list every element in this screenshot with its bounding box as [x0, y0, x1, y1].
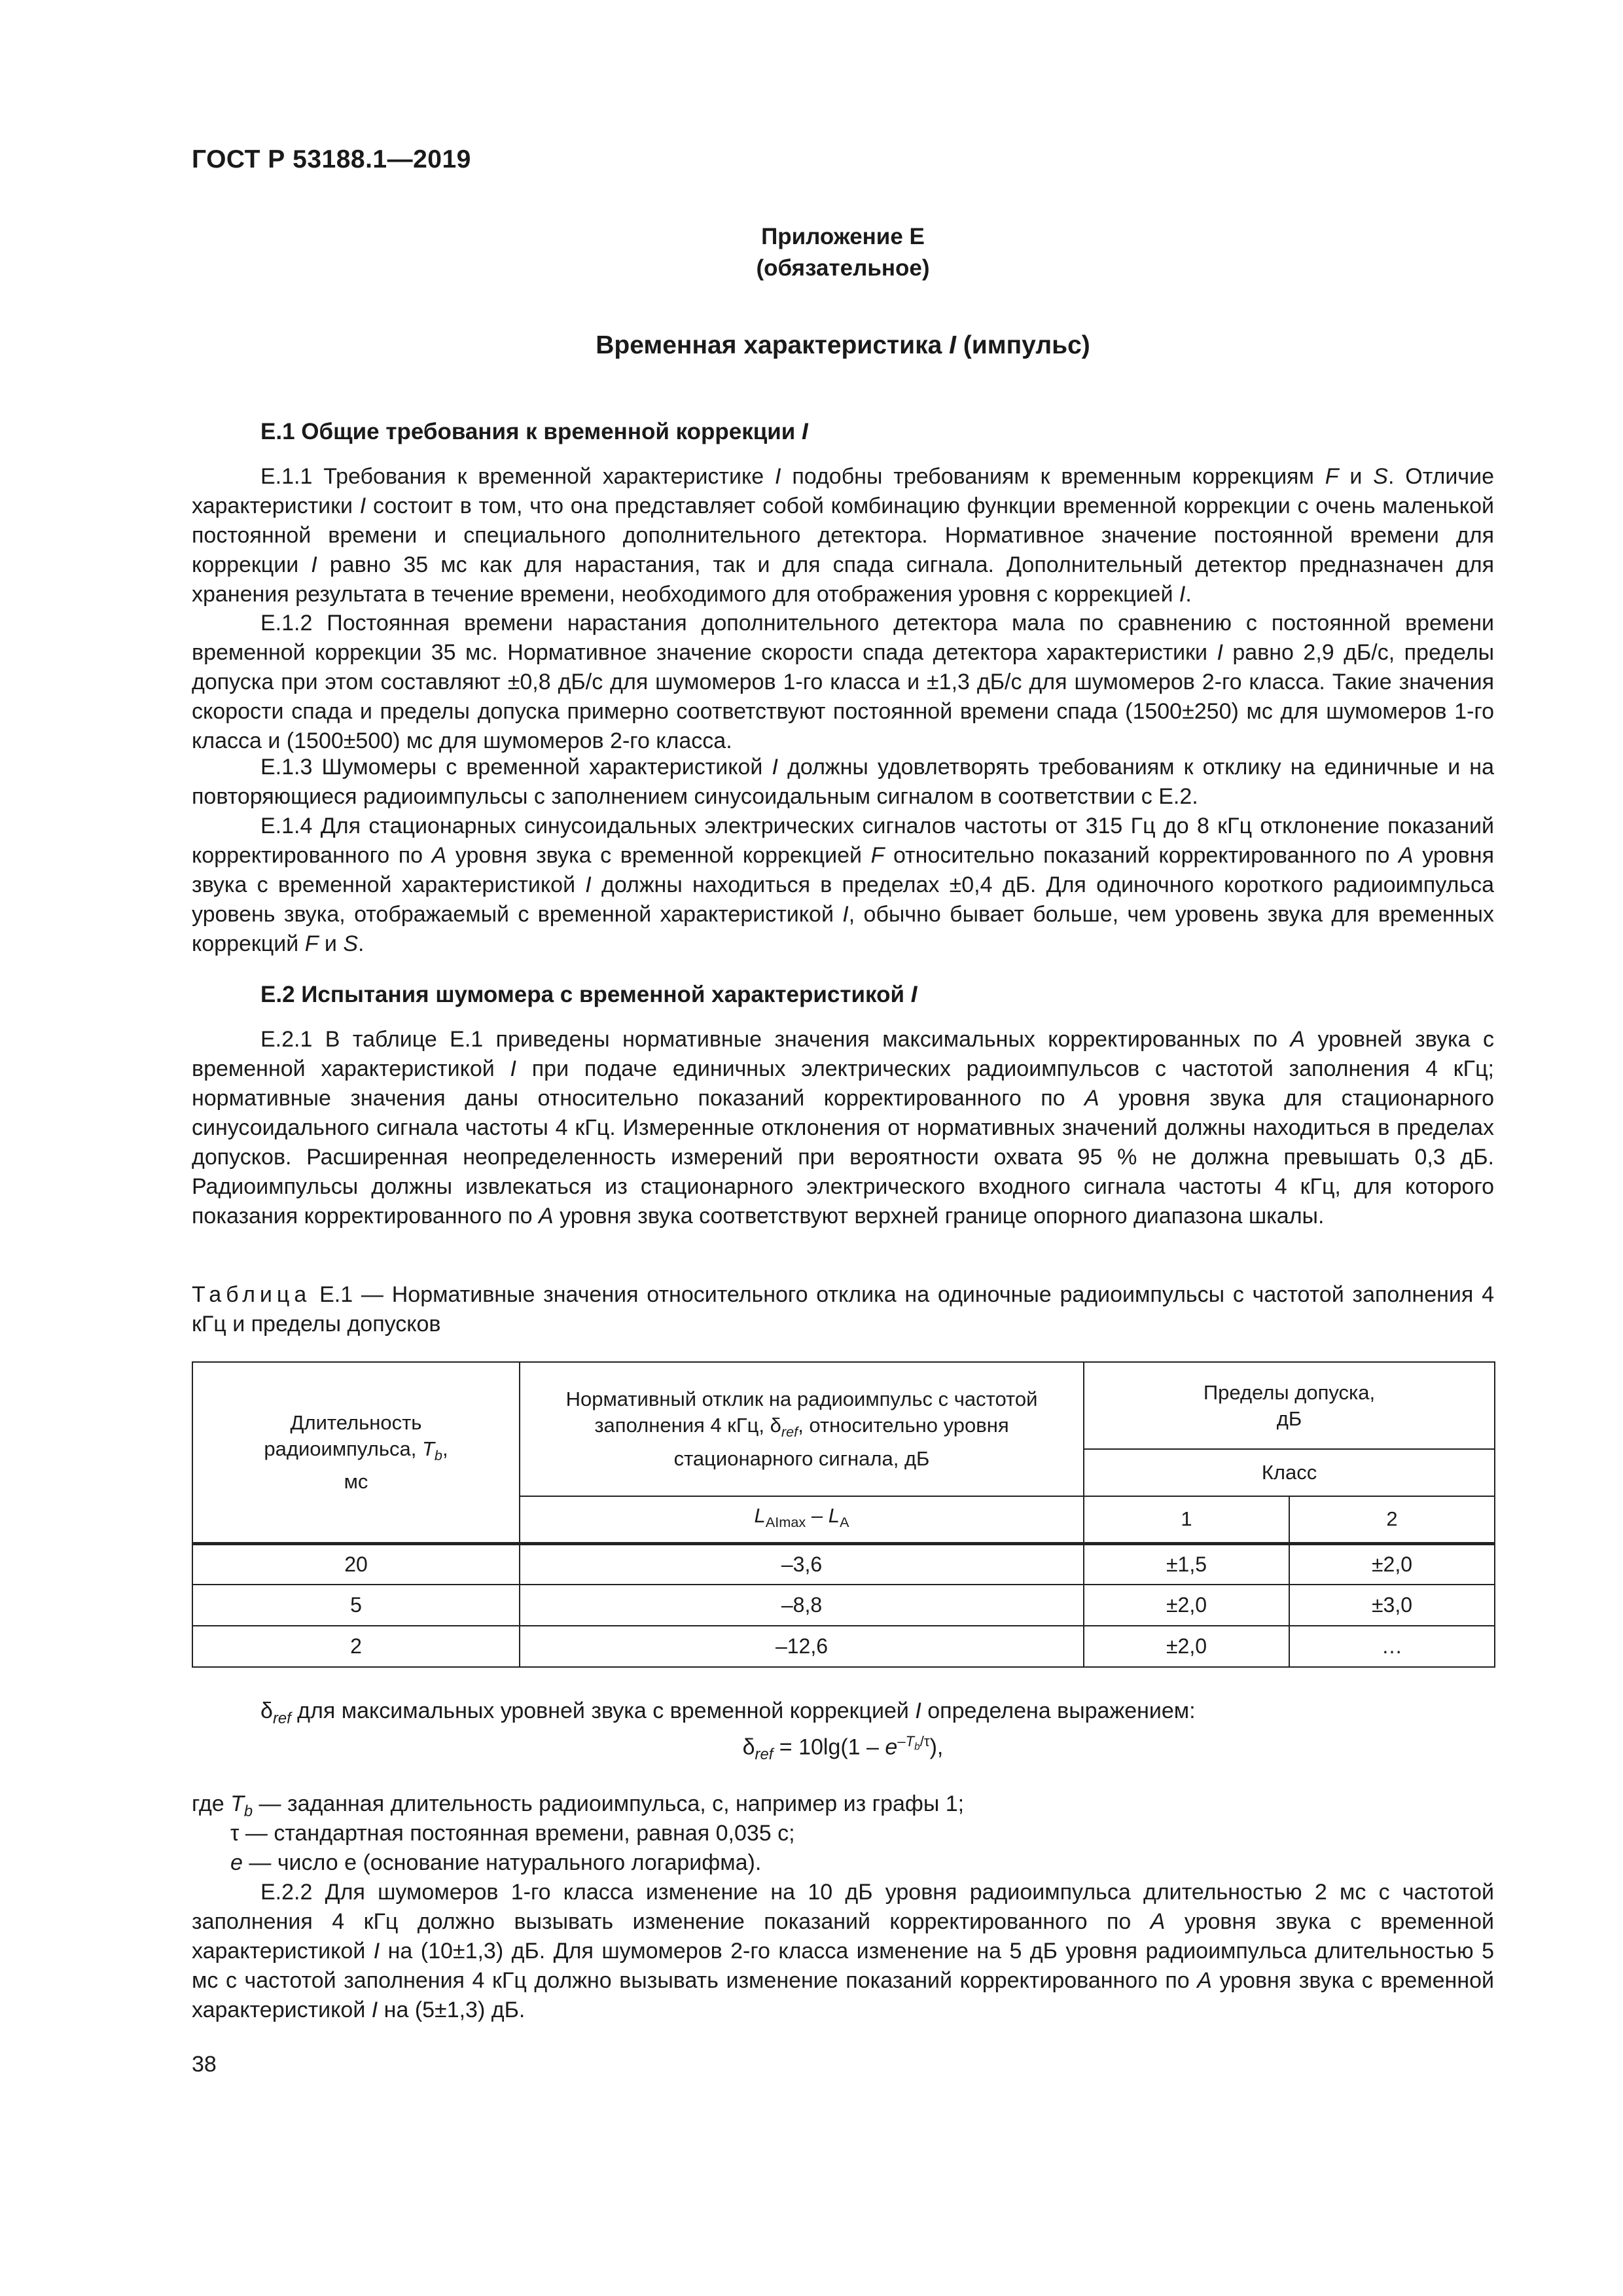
cell-class-1: ±2,0	[1084, 1585, 1289, 1626]
cell-duration: 20	[192, 1543, 520, 1585]
header-formula: $L_{AImax} - L_A$	[520, 1496, 1084, 1543]
equation: $\delta_{ref} = 10\lg(1 - e^{-T_b/\tau})$,	[742, 1733, 944, 1764]
paragraph-e-1-1: Е.1.1 Требования к временной характеристике I подобны требованиям к временным коррекциям F и S. Отличие характеристики I состоит в том, что она представляет собой комбинацию функции временной коррекции с очень маленькой постоянной времени и специального дополнительного детектора. Нормативное значение постоянной времени для коррекции I равно 35 мс как для нарастания, так и для спада сигнала. Дополнительный детектор предназначен для хранения результата в течение времени, необходимого для отображения уровня с коррекцией I.	[192, 464, 1494, 607]
where-line-3: е — число е (основание натурального логарифма).	[230, 1850, 762, 1875]
where-line-1: где $T_b$ — заданная длительность радиоимпульса, с, например из графы 1;	[192, 1791, 965, 1820]
paragraph-e-1-2: Е.1.2 Постоянная времени нарастания дополнительного детектора мала по сравнению с постоянной времени временной коррекции 35 мс. Нормативное значение скорости спада детектора характеристики I равно 2,9 дБ/с, пределы допуска при этом составляют ±0,8 дБ/с для шумомеров 1-го класса и ±1,3 дБ/с для шумомеров 2-го класса. Такие значения скорости спада и пределы допуска примерно соответствуют постоянной времени спада (1500±250) мс для шумомеров 1-го класса и (1500±500) мс для шумомеров 2-го класса.	[192, 611, 1495, 753]
cell-duration: 5	[192, 1585, 520, 1626]
appendix-status: (обязательное)	[756, 255, 930, 281]
header-tolerance-limits: Пределы допуска, дБ	[1084, 1362, 1495, 1449]
section-e1-heading: Е.1 Общие требования к временной коррекции I	[260, 419, 808, 444]
paragraph-e-1-4: Е.1.4 Для стационарных синусоидальных электрических сигналов частоты от 315 Гц до 8 кГц отклонение показаний корректированного по A уровня звука с временной коррекцией F относительно показаний корректированного по A уровня звука с временной характеристикой I должны находиться в пределах ±0,4 дБ. Для одиночного короткого радиоимпульса уровень звука, отображаемый с временной характеристикой I, обычно бывает больше, чем уровень звука для временных коррекций F и S.	[192, 814, 1495, 956]
header-class-1: 1	[1084, 1496, 1289, 1543]
cell-class-2: ±2,0	[1289, 1543, 1495, 1585]
cell-class-2: …	[1289, 1626, 1495, 1667]
table-row	[192, 1585, 1495, 1626]
header-reference-response: Нормативный отклик на радиоимпульс с частотой заполнения 4 кГц, $\delta_{ref}$, относительно уровня стационарного сигнала, дБ	[520, 1362, 1084, 1496]
formula-intro: $\delta_{ref}$ для максимальных уровней звука с временной коррекцией I определена выражением:	[260, 1698, 1196, 1727]
table-row	[192, 1543, 1495, 1585]
cell-class-2: ±3,0	[1289, 1585, 1495, 1626]
page-number: 38	[192, 2052, 217, 2077]
cell-response: –8,8	[520, 1585, 1084, 1626]
header-duration: Длительность радиоимпульса, $T_b$, мс	[192, 1362, 520, 1543]
header-class-2: 2	[1289, 1496, 1495, 1543]
cell-response: –3,6	[520, 1543, 1084, 1585]
appendix-title: Временная характеристика I (импульс)	[596, 331, 1090, 359]
cell-class-1: ±1,5	[1084, 1543, 1289, 1585]
where-line-2: τ — стандартная постоянная времени, равная 0,035 с;	[230, 1821, 795, 1846]
section-e2-heading: Е.2 Испытания шумомера с временной характеристикой I	[260, 982, 918, 1007]
paragraph-e-2-2: Е.2.2 Для шумомеров 1-го класса изменение на 10 дБ уровня радиоимпульса длительностью 2 мс с частотой заполнения 4 кГц должно вызывать изменение показаний корректированного по A уровня звука с временной характеристикой I на (10±1,3) дБ. Для шумомеров 2-го класса изменение на 5 дБ уровня радиоимпульса длительностью 5 мс с частотой заполнения 4 кГц должно вызывать изменение показаний корректированного по A уровня звука с временной характеристикой I на (5±1,3) дБ.	[192, 1880, 1495, 2022]
header-class: Класс	[1084, 1449, 1495, 1496]
table-caption: Таблица Е.1 — Нормативные значения относительного отклика на одиночные радиоимпульсы с частотой заполнения 4 кГц и пределы допусков	[192, 1282, 1494, 1336]
cell-response: –12,6	[520, 1626, 1084, 1667]
appendix-name: Приложение Е	[761, 224, 925, 249]
standard-designation: ГОСТ Р 53188.1—2019	[192, 145, 471, 173]
cell-duration: 2	[192, 1626, 520, 1667]
paragraph-e-1-3: Е.1.3 Шумомеры с временной характеристикой I должны удовлетворять требованиям к отклику на единичные и на повторяющиеся радиоимпульсы с заполнением синусоидальным сигналом в соответствии с Е.2.	[192, 755, 1494, 809]
table-row	[192, 1626, 1495, 1667]
paragraph-e-2-1: Е.2.1 В таблице Е.1 приведены нормативные значения максимальных корректированных по A уровней звука с временной характеристикой I при подаче единичных электрических радиоимпульсов с частотой заполнения 4 кГц; нормативные значения даны относительно показаний корректированного по A уровня звука для стационарного синусоидального сигнала частоты 4 кГц. Измеренные отклонения от нормативных значений должны находиться в пределах допусков. Расширенная неопределенность измерений при вероятности охвата 95 % не должна превышать 0,3 дБ. Радиоимпульсы должны извлекаться из стационарного электрического входного сигнала частоты 4 кГц, для которого показания корректированного по A уровня звука соответствуют верхней границе опорного диапазона шкалы.	[192, 1027, 1495, 1229]
tolerance-table	[192, 1361, 1495, 1668]
cell-class-1: ±2,0	[1084, 1626, 1289, 1667]
